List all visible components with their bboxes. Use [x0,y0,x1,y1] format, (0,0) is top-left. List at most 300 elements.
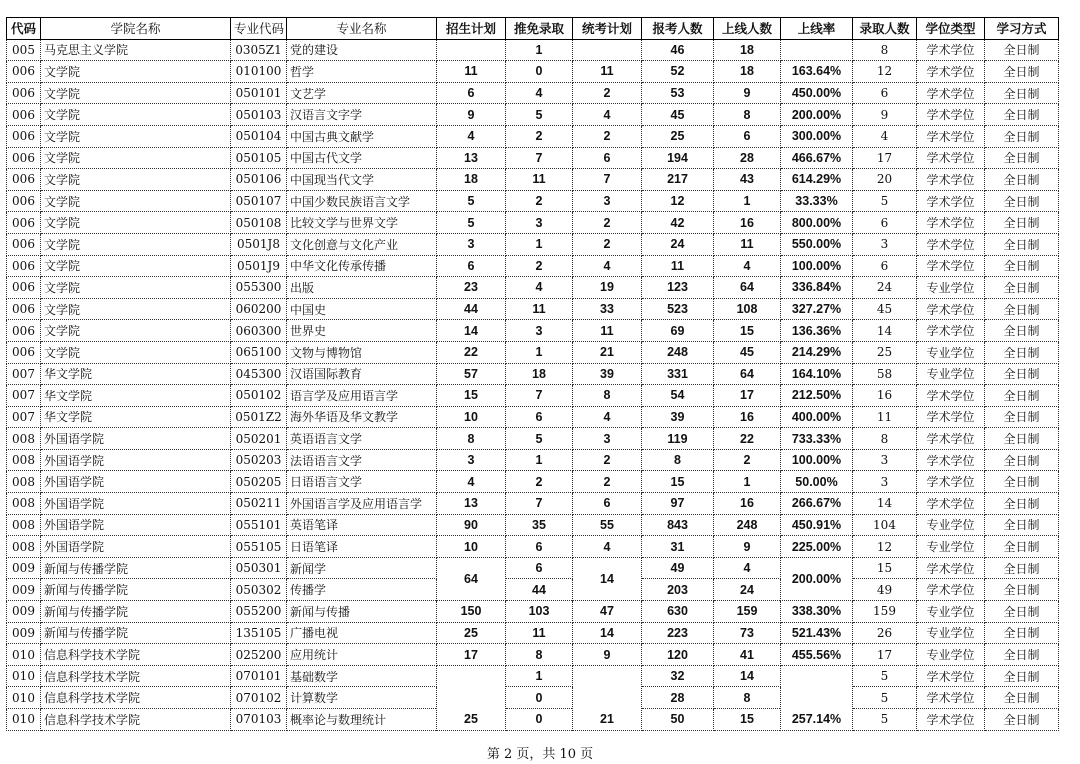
cell-pass-rate: 466.67% [781,147,853,169]
cell-degree-type: 学术学位 [917,233,985,255]
cell-passed: 16 [714,493,781,515]
cell-exempt: 5 [506,428,573,450]
cell-college-name: 外国语学院 [41,493,231,515]
cell-exempt: 2 [506,255,573,277]
cell-college-name: 信息科学技术学院 [41,709,231,731]
cell-applicants: 53 [642,82,714,104]
cell-exam-plan: 2 [573,449,642,471]
cell-college-code: 006 [7,190,41,212]
cell-degree-type: 学术学位 [917,493,985,515]
cell-college-code: 006 [7,212,41,234]
cell-major-code: 055105 [231,536,287,558]
cell-degree-type: 学术学位 [917,39,985,61]
cell-college-code: 006 [7,147,41,169]
header-exempt: 推免录取 [506,18,573,40]
cell-plan [437,39,506,61]
cell-study-mode: 全日制 [985,406,1059,428]
cell-pass-rate: 336.84% [781,277,853,299]
cell-exempt: 103 [506,601,573,623]
cell-major-code: 070101 [231,665,287,687]
cell-pass-rate: 50.00% [781,471,853,493]
admission-table-page [6,17,1058,731]
cell-plan: 4 [437,125,506,147]
cell-pass-rate: 733.33% [781,428,853,450]
cell-pass-rate: 300.00% [781,125,853,147]
cell-degree-type: 专业学位 [917,277,985,299]
cell-admitted: 11 [853,406,917,428]
cell-admitted: 14 [853,320,917,342]
cell-exam-plan: 14 [573,557,642,600]
cell-applicants: 45 [642,104,714,126]
cell-applicants: 42 [642,212,714,234]
cell-exempt: 0 [506,709,573,731]
table-row [7,341,1059,363]
cell-pass-rate: 400.00% [781,406,853,428]
cell-major-code: 050107 [231,190,287,212]
cell-major-name: 汉语言文字学 [287,104,437,126]
cell-degree-type: 学术学位 [917,687,985,709]
cell-major-name: 中国古典文献学 [287,125,437,147]
cell-exam-plan: 2 [573,82,642,104]
table-row [7,190,1059,212]
cell-major-code: 060300 [231,320,287,342]
cell-admitted: 25 [853,341,917,363]
cell-college-name: 外国语学院 [41,536,231,558]
cell-major-code: 055300 [231,277,287,299]
table-row [7,471,1059,493]
cell-exempt: 3 [506,320,573,342]
cell-passed: 8 [714,687,781,709]
cell-major-code: 050108 [231,212,287,234]
cell-college-code: 005 [7,39,41,61]
cell-major-name: 概率论与数理统计 [287,709,437,731]
cell-exam-plan: 2 [573,125,642,147]
cell-admitted: 104 [853,514,917,536]
cell-degree-type: 学术学位 [917,579,985,601]
cell-college-code: 006 [7,277,41,299]
cell-applicants: 203 [642,579,714,601]
cell-degree-type: 学术学位 [917,190,985,212]
cell-major-name: 海外华语及华文教学 [287,406,437,428]
table-row [7,212,1059,234]
cell-major-code: 070102 [231,687,287,709]
table-row [7,320,1059,342]
cell-passed: 43 [714,169,781,191]
table-header-row [7,18,1059,40]
cell-plan: 6 [437,82,506,104]
cell-exempt: 1 [506,449,573,471]
cell-degree-type: 学术学位 [917,406,985,428]
cell-exam-plan: 8 [573,385,642,407]
cell-major-name: 比较文学与世界文学 [287,212,437,234]
cell-major-code: 050104 [231,125,287,147]
cell-exam-plan: 9 [573,644,642,666]
cell-passed: 15 [714,320,781,342]
cell-major-code: 0501J9 [231,255,287,277]
cell-passed: 18 [714,39,781,61]
cell-admitted: 17 [853,644,917,666]
cell-major-code: 050205 [231,471,287,493]
cell-major-code: 050201 [231,428,287,450]
cell-college-code: 009 [7,579,41,601]
table-row [7,536,1059,558]
cell-passed: 2 [714,449,781,471]
cell-college-code: 010 [7,709,41,731]
cell-study-mode: 全日制 [985,471,1059,493]
cell-passed: 73 [714,622,781,644]
cell-degree-type: 专业学位 [917,341,985,363]
cell-passed: 17 [714,385,781,407]
table-row [7,687,1059,709]
table-row [7,449,1059,471]
cell-admitted: 5 [853,190,917,212]
cell-plan: 25 [437,622,506,644]
cell-college-code: 006 [7,104,41,126]
cell-plan: 150 [437,601,506,623]
cell-passed: 28 [714,147,781,169]
cell-degree-type: 学术学位 [917,557,985,579]
cell-plan: 3 [437,449,506,471]
cell-major-code: 050103 [231,104,287,126]
cell-exam-plan: 21 [573,665,642,730]
cell-exempt: 2 [506,471,573,493]
cell-admitted: 49 [853,579,917,601]
cell-college-code: 008 [7,471,41,493]
cell-exempt: 11 [506,169,573,191]
cell-plan: 25 [437,665,506,730]
cell-plan: 22 [437,341,506,363]
table-body [7,39,1059,730]
cell-college-name: 文学院 [41,190,231,212]
table-row [7,665,1059,687]
cell-major-code: 050105 [231,147,287,169]
cell-passed: 1 [714,190,781,212]
cell-plan: 44 [437,298,506,320]
cell-passed: 8 [714,104,781,126]
cell-major-name: 汉语国际教育 [287,363,437,385]
cell-study-mode: 全日制 [985,557,1059,579]
header-passed: 上线人数 [714,18,781,40]
cell-college-code: 006 [7,125,41,147]
cell-exempt: 35 [506,514,573,536]
cell-study-mode: 全日制 [985,169,1059,191]
cell-major-code: 055101 [231,514,287,536]
cell-plan: 57 [437,363,506,385]
cell-major-name: 日语语言文学 [287,471,437,493]
cell-applicants: 50 [642,709,714,731]
cell-major-code: 050203 [231,449,287,471]
cell-admitted: 45 [853,298,917,320]
cell-major-code: 050301 [231,557,287,579]
cell-applicants: 630 [642,601,714,623]
cell-pass-rate: 550.00% [781,233,853,255]
cell-college-code: 008 [7,536,41,558]
cell-college-code: 010 [7,687,41,709]
cell-college-code: 006 [7,61,41,83]
cell-degree-type: 专业学位 [917,601,985,623]
cell-applicants: 52 [642,61,714,83]
table-row [7,385,1059,407]
cell-major-name: 中国少数民族语言文学 [287,190,437,212]
cell-major-name: 基础数学 [287,665,437,687]
cell-exempt: 3 [506,212,573,234]
cell-pass-rate: 614.29% [781,169,853,191]
cell-major-name: 文艺学 [287,82,437,104]
cell-exempt: 2 [506,190,573,212]
cell-college-code: 006 [7,255,41,277]
cell-study-mode: 全日制 [985,601,1059,623]
cell-major-code: 050106 [231,169,287,191]
cell-college-code: 006 [7,233,41,255]
cell-college-name: 信息科学技术学院 [41,687,231,709]
cell-admitted: 3 [853,449,917,471]
cell-major-name: 应用统计 [287,644,437,666]
cell-admitted: 159 [853,601,917,623]
cell-exempt: 6 [506,406,573,428]
cell-applicants: 217 [642,169,714,191]
cell-exam-plan: 2 [573,212,642,234]
cell-study-mode: 全日制 [985,147,1059,169]
cell-major-name: 世界史 [287,320,437,342]
cell-degree-type: 学术学位 [917,212,985,234]
cell-exempt: 1 [506,341,573,363]
cell-major-code: 0501Z2 [231,406,287,428]
cell-college-code: 010 [7,644,41,666]
cell-study-mode: 全日制 [985,298,1059,320]
cell-study-mode: 全日制 [985,277,1059,299]
cell-study-mode: 全日制 [985,125,1059,147]
cell-degree-type: 学术学位 [917,169,985,191]
cell-college-name: 新闻与传播学院 [41,601,231,623]
table-row [7,557,1059,579]
cell-exam-plan: 21 [573,341,642,363]
cell-major-code: 055200 [231,601,287,623]
cell-major-code: 0305Z1 [231,39,287,61]
header-pass-rate: 上线率 [781,18,853,40]
cell-major-name: 新闻与传播 [287,601,437,623]
cell-college-name: 文学院 [41,320,231,342]
cell-plan: 5 [437,190,506,212]
cell-pass-rate: 266.67% [781,493,853,515]
cell-exempt: 2 [506,125,573,147]
table-row [7,428,1059,450]
cell-college-name: 信息科学技术学院 [41,665,231,687]
cell-major-name: 外国语言学及应用语言学 [287,493,437,515]
cell-exempt: 5 [506,104,573,126]
cell-exempt: 6 [506,557,573,579]
header-plan: 招生计划 [437,18,506,40]
cell-study-mode: 全日制 [985,39,1059,61]
cell-passed: 14 [714,665,781,687]
cell-admitted: 3 [853,233,917,255]
cell-plan: 9 [437,104,506,126]
cell-major-name: 日语笔译 [287,536,437,558]
header-exam-plan: 统考计划 [573,18,642,40]
cell-college-name: 文学院 [41,255,231,277]
cell-study-mode: 全日制 [985,644,1059,666]
cell-passed: 108 [714,298,781,320]
cell-admitted: 26 [853,622,917,644]
cell-passed: 11 [714,233,781,255]
cell-plan: 18 [437,169,506,191]
cell-study-mode: 全日制 [985,579,1059,601]
cell-applicants: 12 [642,190,714,212]
cell-major-code: 0501J8 [231,233,287,255]
cell-pass-rate: 163.64% [781,61,853,83]
cell-exam-plan: 33 [573,298,642,320]
cell-major-name: 英语笔译 [287,514,437,536]
cell-plan: 13 [437,147,506,169]
cell-applicants: 8 [642,449,714,471]
cell-exam-plan: 4 [573,406,642,428]
cell-college-code: 006 [7,320,41,342]
cell-major-name: 中华文化传承传播 [287,255,437,277]
cell-college-code: 007 [7,385,41,407]
cell-pass-rate: 164.10% [781,363,853,385]
cell-major-name: 语言学及应用语言学 [287,385,437,407]
table-row [7,39,1059,61]
cell-pass-rate: 800.00% [781,212,853,234]
cell-college-name: 文学院 [41,169,231,191]
cell-plan: 10 [437,536,506,558]
cell-degree-type: 专业学位 [917,644,985,666]
cell-major-name: 文物与博物馆 [287,341,437,363]
cell-college-code: 008 [7,493,41,515]
table-row [7,125,1059,147]
admission-table [6,17,1059,731]
cell-exam-plan: 55 [573,514,642,536]
cell-pass-rate: 200.00% [781,557,853,600]
table-row [7,298,1059,320]
cell-college-name: 华文学院 [41,406,231,428]
cell-major-name: 新闻学 [287,557,437,579]
cell-degree-type: 专业学位 [917,363,985,385]
table-row [7,514,1059,536]
table-row [7,61,1059,83]
cell-college-code: 009 [7,601,41,623]
cell-passed: 9 [714,82,781,104]
cell-major-name: 党的建设 [287,39,437,61]
cell-plan: 6 [437,255,506,277]
cell-college-code: 006 [7,82,41,104]
cell-exam-plan: 6 [573,493,642,515]
cell-college-name: 外国语学院 [41,428,231,450]
cell-plan: 3 [437,233,506,255]
cell-college-name: 新闻与传播学院 [41,622,231,644]
cell-exempt: 1 [506,665,573,687]
header-college: 学院名称 [41,18,231,40]
cell-college-name: 文学院 [41,82,231,104]
cell-pass-rate [781,39,853,61]
cell-exempt: 0 [506,61,573,83]
cell-plan: 23 [437,277,506,299]
cell-pass-rate: 327.27% [781,298,853,320]
cell-passed: 64 [714,277,781,299]
cell-major-name: 计算数学 [287,687,437,709]
cell-college-code: 010 [7,665,41,687]
cell-exempt: 6 [506,536,573,558]
cell-exempt: 1 [506,39,573,61]
cell-college-code: 006 [7,298,41,320]
cell-college-name: 外国语学院 [41,471,231,493]
cell-college-name: 文学院 [41,147,231,169]
cell-applicants: 39 [642,406,714,428]
cell-major-name: 中国古代文学 [287,147,437,169]
cell-admitted: 12 [853,536,917,558]
header-admitted: 录取人数 [853,18,917,40]
cell-study-mode: 全日制 [985,709,1059,731]
cell-pass-rate: 212.50% [781,385,853,407]
cell-college-code: 006 [7,169,41,191]
cell-major-code: 065100 [231,341,287,363]
cell-degree-type: 学术学位 [917,125,985,147]
cell-degree-type: 学术学位 [917,385,985,407]
cell-passed: 16 [714,406,781,428]
cell-college-name: 文学院 [41,104,231,126]
cell-passed: 9 [714,536,781,558]
cell-degree-type: 专业学位 [917,514,985,536]
cell-admitted: 3 [853,471,917,493]
cell-college-name: 文学院 [41,277,231,299]
cell-applicants: 843 [642,514,714,536]
header-major-code: 专业代码 [231,18,287,40]
cell-degree-type: 学术学位 [917,298,985,320]
cell-college-name: 新闻与传播学院 [41,579,231,601]
cell-applicants: 523 [642,298,714,320]
cell-college-code: 009 [7,622,41,644]
cell-college-name: 信息科学技术学院 [41,644,231,666]
cell-college-code: 009 [7,557,41,579]
cell-major-name: 出版 [287,277,437,299]
cell-admitted: 5 [853,665,917,687]
cell-study-mode: 全日制 [985,514,1059,536]
cell-plan: 8 [437,428,506,450]
cell-admitted: 16 [853,385,917,407]
cell-major-code: 060200 [231,298,287,320]
cell-admitted: 8 [853,428,917,450]
cell-admitted: 4 [853,125,917,147]
cell-college-name: 文学院 [41,233,231,255]
cell-passed: 22 [714,428,781,450]
cell-plan: 15 [437,385,506,407]
cell-study-mode: 全日制 [985,104,1059,126]
cell-plan: 17 [437,644,506,666]
cell-passed: 4 [714,557,781,579]
cell-applicants: 69 [642,320,714,342]
cell-degree-type: 学术学位 [917,320,985,342]
cell-exam-plan: 14 [573,622,642,644]
cell-major-name: 英语语言文学 [287,428,437,450]
header-study-mode: 学习方式 [985,18,1059,40]
cell-study-mode: 全日制 [985,82,1059,104]
cell-study-mode: 全日制 [985,341,1059,363]
table-row [7,644,1059,666]
cell-admitted: 6 [853,255,917,277]
cell-major-name: 中国史 [287,298,437,320]
cell-pass-rate: 450.00% [781,82,853,104]
cell-exam-plan: 11 [573,320,642,342]
cell-study-mode: 全日制 [985,61,1059,83]
cell-passed: 18 [714,61,781,83]
cell-degree-type: 专业学位 [917,536,985,558]
cell-college-code: 008 [7,514,41,536]
cell-degree-type: 学术学位 [917,665,985,687]
cell-exempt: 11 [506,622,573,644]
cell-pass-rate: 257.14% [781,665,853,730]
cell-degree-type: 学术学位 [917,61,985,83]
cell-pass-rate: 225.00% [781,536,853,558]
cell-plan: 13 [437,493,506,515]
